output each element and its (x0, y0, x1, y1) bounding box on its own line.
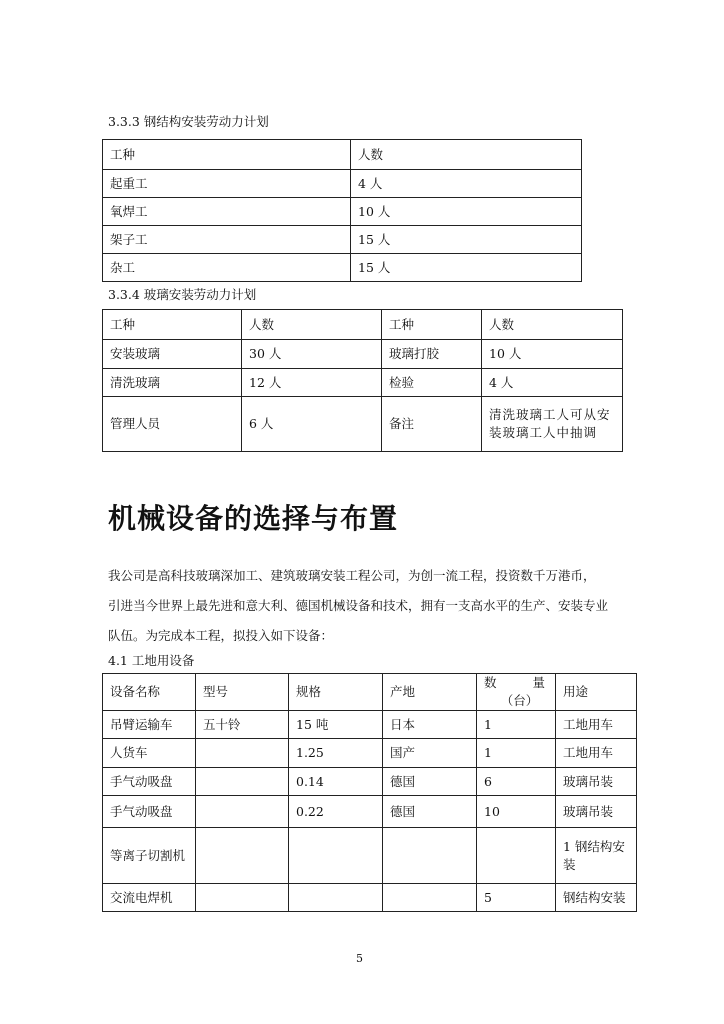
cell (196, 828, 289, 884)
header-cell: 工种 (103, 140, 351, 170)
quantity-header-top (484, 674, 555, 692)
header-cell: 规格 (289, 674, 383, 711)
cell: 工地用车 (556, 711, 637, 739)
chapter-title: 机械设备的选择与布置 (108, 502, 399, 535)
cell: 工地用车 (556, 739, 637, 768)
cell: 5 (477, 884, 556, 912)
cell (196, 884, 289, 912)
cell: 日本 (383, 711, 477, 739)
cell: 杂工 (103, 254, 351, 282)
cell: 10 人 (482, 340, 623, 369)
quantity-header-right: 量 (532, 675, 545, 690)
cell: 德国 (383, 796, 477, 828)
table-row (103, 884, 637, 912)
caption-333: 3.3.3 钢结构安装劳动力计划 (108, 114, 269, 129)
cell: 手气动吸盘 (103, 768, 196, 796)
cell: 1.25 (289, 739, 383, 768)
cell: 15 人 (351, 254, 582, 282)
table-row (103, 254, 582, 282)
cell: 30 人 (242, 340, 382, 369)
cell: 10 (477, 796, 556, 828)
cell: 清洗玻璃 (103, 369, 242, 397)
cell: 15 人 (351, 226, 582, 254)
header-cell: 人数 (482, 310, 623, 340)
cell: 备注 (382, 397, 482, 452)
paragraph-line: 我公司是高科技玻璃深加工、建筑玻璃安装工程公司，为创一流工程，投资数千万港币， (108, 568, 596, 583)
header-cell: 设备名称 (103, 674, 196, 711)
cell: 氧焊工 (103, 198, 351, 226)
cell: 架子工 (103, 226, 351, 254)
table-row (103, 397, 623, 452)
header-cell: 人数 (242, 310, 382, 340)
header-cell-quantity (477, 674, 556, 711)
cell: 等离子切割机 (103, 828, 196, 884)
caption-41: 4.1 工地用设备 (108, 653, 195, 668)
cell: 五十铃 (196, 711, 289, 739)
caption-334: 3.3.4 玻璃安装劳动力计划 (108, 287, 257, 302)
cell: 玻璃吊装 (556, 768, 637, 796)
paragraph-line: 队伍。为完成本工程，拟投入如下设备： (108, 628, 334, 643)
cell: 玻璃打胶 (382, 340, 482, 369)
table-site-equipment (102, 673, 637, 912)
quantity-header-unit: （台） (500, 693, 539, 708)
table-row (103, 198, 582, 226)
table-row (103, 711, 637, 739)
intro-paragraph (108, 561, 628, 651)
header-cell: 工种 (103, 310, 242, 340)
cell: 6 (477, 768, 556, 796)
header-cell: 工种 (382, 310, 482, 340)
cell (196, 739, 289, 768)
cell (196, 768, 289, 796)
cell (289, 828, 383, 884)
remark-cell: 清洗玻璃工人可从安装玻璃工人中抽调 (482, 397, 623, 452)
quantity-header-left: 数 (484, 675, 497, 690)
header-cell: 人数 (351, 140, 582, 170)
table-glass-labor (102, 309, 623, 452)
cell: 国产 (383, 739, 477, 768)
cell (383, 828, 477, 884)
cell: 0.14 (289, 768, 383, 796)
cell: 10 人 (351, 198, 582, 226)
cell: 起重工 (103, 170, 351, 198)
cell: 6 人 (242, 397, 382, 452)
table-header-row (103, 674, 637, 711)
table-row (103, 768, 637, 796)
cell: 1 (477, 739, 556, 768)
cell: 玻璃吊装 (556, 796, 637, 828)
cell: 0.22 (289, 796, 383, 828)
table-steel-labor (102, 139, 582, 282)
cell (477, 828, 556, 884)
cell (383, 884, 477, 912)
cell: 手气动吸盘 (103, 796, 196, 828)
cell: 4 人 (482, 369, 623, 397)
table-row (103, 340, 623, 369)
cell (196, 796, 289, 828)
header-cell: 型号 (196, 674, 289, 711)
cell: 吊臂运输车 (103, 711, 196, 739)
table-row (103, 828, 637, 884)
cell: 检验 (382, 369, 482, 397)
cell: 15 吨 (289, 711, 383, 739)
cell: 钢结构安装 (556, 884, 637, 912)
table-row (103, 796, 637, 828)
cell: 4 人 (351, 170, 582, 198)
cell (289, 884, 383, 912)
cell: 1 (477, 711, 556, 739)
table-row (103, 369, 623, 397)
table-header-row (103, 140, 582, 170)
cell: 1 钢结构安装 (556, 828, 637, 884)
cell: 安装玻璃 (103, 340, 242, 369)
header-cell: 产地 (383, 674, 477, 711)
paragraph-line: 引进当今世界上最先进和意大利、德国机械设备和技术，拥有一支高水平的生产、安装专业 (108, 598, 609, 613)
table-row (103, 739, 637, 768)
page-number: 5 (356, 952, 363, 965)
table-row (103, 226, 582, 254)
table-row (103, 170, 582, 198)
table-header-row (103, 310, 623, 340)
cell: 管理人员 (103, 397, 242, 452)
cell: 德国 (383, 768, 477, 796)
cell: 人货车 (103, 739, 196, 768)
cell: 12 人 (242, 369, 382, 397)
header-cell: 用途 (556, 674, 637, 711)
cell: 交流电焊机 (103, 884, 196, 912)
